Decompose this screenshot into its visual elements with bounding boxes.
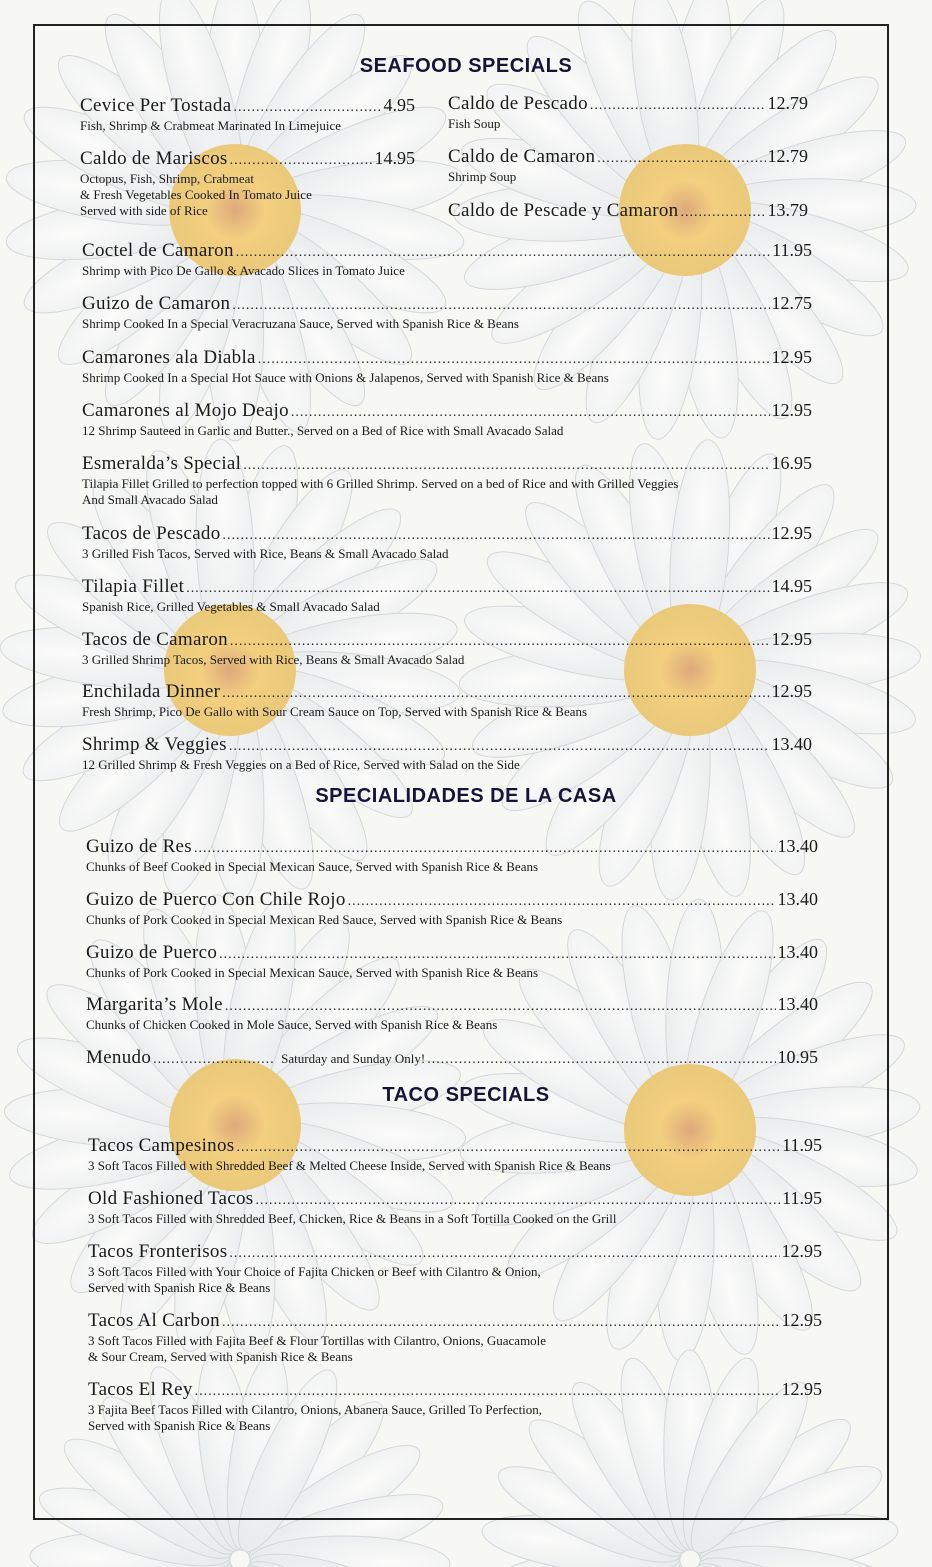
dot-leader — [236, 1140, 780, 1156]
dot-leader — [236, 245, 770, 261]
dot-leader — [225, 999, 776, 1015]
menu-item-description: Served with Spanish Rice & Beans — [88, 1280, 271, 1295]
menu-item-description: 12 Shrimp Sauteed in Garlic and Butter., Served on a Bed of Rice with Small Avacado Salad — [82, 423, 564, 438]
menu-item-description: 3 Grilled Fish Tacos, Served with Rice, Beans & Small Avacado Salad — [82, 546, 449, 561]
menu-item-description: Fish, Shrimp & Crabmeat Marinated In Limejuice — [80, 118, 342, 133]
menu-item — [88, 1135, 822, 1173]
menu-item — [88, 1379, 822, 1433]
section-heading: SEAFOOD SPECIALS — [359, 55, 573, 77]
menu-item-description: Spanish Rice, Grilled Vegetables & Small Avacado Salad — [82, 599, 380, 614]
menu-item-row — [88, 1135, 822, 1157]
menu-item-row — [88, 1379, 822, 1401]
menu-item-description: Shrimp with Pico De Gallo & Avacado Slices in Tomato Juice — [82, 263, 405, 278]
menu-item-name: Guizo de Puerco Con Chile Rojo — [86, 889, 346, 910]
menu-item-row — [86, 1047, 818, 1069]
menu-item-price: 12.79 — [767, 146, 808, 166]
menu-item-description: Served with side of Rice — [80, 203, 208, 218]
menu-item — [82, 576, 812, 614]
menu-item-name: Guizo de Camaron — [82, 293, 231, 314]
menu-item — [448, 146, 808, 184]
menu-item — [82, 681, 812, 719]
dot-leader — [232, 298, 769, 314]
menu-item — [86, 1047, 818, 1069]
menu-item-name: Menudo — [86, 1047, 152, 1068]
menu-item-description: & Fresh Vegetables Cooked In Tomato Juice — [80, 187, 312, 202]
menu-item-name: Tilapia Fillet — [82, 576, 185, 597]
menu-item-name: Tacos de Pescado — [82, 523, 221, 544]
dot-leader — [219, 947, 775, 963]
menu-item — [82, 523, 812, 561]
dot-leader — [230, 153, 373, 169]
menu-item-price: 14.95 — [771, 576, 812, 596]
menu-item — [82, 240, 812, 278]
menu-item-row — [88, 1241, 822, 1263]
menu-item-description: Shrimp Cooked In a Special Veracruzana Sauce, Served with Spanish Rice & Beans — [82, 316, 519, 331]
menu-item — [86, 889, 818, 927]
menu-item-description: Shrimp Soup — [448, 169, 517, 184]
menu-item-price: 12.95 — [781, 1379, 822, 1399]
menu-item — [82, 400, 812, 438]
menu-item-row — [82, 400, 812, 422]
menu-item-row — [82, 293, 812, 315]
dot-leader — [222, 686, 769, 702]
menu-item-name: Old Fashioned Tacos — [88, 1188, 254, 1209]
menu-item-name: Camarones ala Diabla — [82, 347, 256, 368]
dot-leader — [194, 841, 776, 857]
menu-item-row — [88, 1310, 822, 1332]
menu-item-name: Caldo de Mariscos — [80, 148, 228, 169]
menu-item-name: Enchilada Dinner — [82, 681, 221, 702]
menu-item-row — [448, 146, 808, 168]
section-heading: TACO SPECIALS — [382, 1084, 550, 1106]
menu-item-name: Caldo de Pescado — [448, 93, 588, 114]
menu-item — [86, 994, 818, 1032]
menu-item-price: 12.95 — [781, 1241, 822, 1261]
menu-item — [86, 836, 818, 874]
menu-item-price: 11.95 — [772, 240, 812, 260]
menu-item-description: Chunks of Chicken Cooked in Mole Sauce, Served with Spanish Rice & Beans — [86, 1017, 498, 1032]
menu-item-description: Tilapia Fillet Grilled to perfection topped with 6 Grilled Shrimp. Served on a bed of Rice and with Grilled Veggies — [82, 476, 679, 491]
menu-item-row — [82, 453, 812, 475]
menu-item-price: 12.95 — [771, 523, 812, 543]
menu-item-price: 13.40 — [777, 889, 818, 909]
menu-item-description: Shrimp Cooked In a Special Hot Sauce with Onions & Jalapenos, Served with Spanish Rice & Beans — [82, 370, 609, 385]
dot-leader — [229, 1246, 779, 1262]
menu-item-name: Caldo de Pescade y Camaron — [448, 200, 679, 221]
dot-leader — [597, 151, 765, 167]
menu-item-name: Caldo de Camaron — [448, 146, 596, 167]
menu-item — [448, 93, 808, 131]
dot-leader — [291, 405, 770, 421]
menu-item-price: 12.95 — [771, 629, 812, 649]
dot-leader — [186, 581, 769, 597]
menu-item-description: 3 Fajita Beef Tacos Filled with Cilantro, Onions, Abanera Sauce, Grilled To Perfection, — [88, 1402, 543, 1417]
menu-item-row — [86, 889, 818, 911]
menu-item-row — [448, 200, 808, 222]
menu-item — [82, 347, 812, 385]
menu-item-row — [86, 994, 818, 1016]
dot-leader — [348, 894, 776, 910]
menu-item — [82, 734, 812, 772]
menu-item-price: 13.40 — [777, 994, 818, 1014]
menu-item-row — [82, 240, 812, 262]
menu-item-name: Cevice Per Tostada — [80, 95, 232, 116]
menu-item-row — [82, 734, 812, 756]
menu-item-note: Saturday and Sunday Only! — [281, 1051, 426, 1066]
menu-item — [88, 1310, 822, 1364]
menu-item-price: 12.95 — [771, 347, 812, 367]
menu-item — [448, 200, 808, 222]
menu-item-description: Fish Soup — [448, 116, 501, 131]
menu-item-row — [82, 523, 812, 545]
menu-item-name: Tacos Fronterisos — [88, 1241, 228, 1262]
dot-leader — [258, 352, 770, 368]
menu-item-name: Tacos Campesinos — [88, 1135, 235, 1156]
menu-item-price: 13.40 — [777, 836, 818, 856]
menu-item — [80, 95, 415, 133]
dot-leader — [222, 1315, 780, 1331]
menu-item-row — [80, 148, 415, 170]
menu-item-price: 11.95 — [782, 1188, 822, 1208]
menu-item-row — [86, 942, 818, 964]
dot-leader — [230, 634, 770, 650]
menu-item-name: Guizo de Res — [86, 836, 192, 857]
menu-item-name: Tacos de Camaron — [82, 629, 228, 650]
menu-item-row — [82, 347, 812, 369]
menu-item-price: 12.95 — [771, 681, 812, 701]
menu-item-description: Chunks of Pork Cooked in Special Mexican Sauce, Served with Spanish Rice & Beans — [86, 965, 539, 980]
menu-item — [82, 453, 812, 507]
menu-item-description: Octopus, Fish, Shrimp, Crabmeat — [80, 171, 255, 186]
menu-item-row — [82, 681, 812, 703]
menu-item-name: Coctel de Camaron — [82, 240, 234, 261]
menu-item-name: Tacos Al Carbon — [88, 1310, 220, 1331]
menu-item — [88, 1188, 822, 1226]
menu-item-description: And Small Avacado Salad — [82, 492, 218, 507]
menu-item-price: 10.95 — [777, 1047, 818, 1067]
menu-item-description: 3 Soft Tacos Filled with Fajita Beef & Flour Tortillas with Cilantro, Onions, Guacamole — [88, 1333, 547, 1348]
menu-item-price: 16.95 — [771, 453, 812, 473]
menu-item-description: Served with Spanish Rice & Beans — [88, 1418, 271, 1433]
menu-item-name: Camarones al Mojo Deajo — [82, 400, 289, 421]
menu-item-name: Tacos El Rey — [88, 1379, 193, 1400]
menu-item-row — [82, 576, 812, 598]
dot-leader — [153, 1052, 273, 1068]
menu-item-price: 12.95 — [781, 1310, 822, 1330]
menu-item-description: 3 Soft Tacos Filled with Your Choice of Fajita Chicken or Beef with Cilantro & Onion, — [88, 1264, 541, 1279]
menu-item-price: 12.79 — [767, 93, 808, 113]
menu-item-name: Guizo de Puerco — [86, 942, 218, 963]
dot-leader — [256, 1193, 781, 1209]
menu-item-row — [448, 93, 808, 115]
menu-item-price: 13.40 — [771, 734, 812, 754]
dot-leader — [590, 98, 766, 114]
dot-leader — [233, 100, 381, 116]
menu-item — [80, 148, 415, 218]
menu-item — [82, 293, 812, 331]
menu-item-description: 12 Grilled Shrimp & Fresh Veggies on a Bed of Rice, Served with Salad on the Side — [82, 757, 520, 772]
dot-leader — [229, 739, 770, 755]
menu-item-price: 13.40 — [777, 942, 818, 962]
menu-item-description: 3 Soft Tacos Filled with Shredded Beef, Chicken, Rice & Beans in a Soft Tortilla Cooked on the Grill — [88, 1211, 617, 1226]
menu-item-price: 12.95 — [771, 400, 812, 420]
menu-item-name: Margarita’s Mole — [86, 994, 223, 1015]
menu-item-description: 3 Soft Tacos Filled with Shredded Beef & Melted Cheese Inside, Served with Spanish Rice & Beans — [88, 1158, 611, 1173]
menu-item-row — [88, 1188, 822, 1210]
menu-item-price: 14.95 — [374, 148, 415, 168]
menu-item-row — [86, 836, 818, 858]
menu-item-price: 11.95 — [782, 1135, 822, 1155]
menu-item-description: Fresh Shrimp, Pico De Gallo with Sour Cream Sauce on Top, Served with Spanish Rice & Beans — [82, 704, 588, 719]
section-heading: SPECIALIDADES DE LA CASA — [315, 785, 617, 807]
menu-item — [86, 942, 818, 980]
menu-item — [82, 629, 812, 667]
menu-item — [88, 1241, 822, 1295]
menu-item-price: 4.95 — [383, 95, 415, 115]
menu-item-row — [80, 95, 415, 117]
dot-leader — [223, 528, 770, 544]
menu-item-description: Chunks of Pork Cooked in Special Mexican Red Sauce, Served with Spanish Rice & Beans — [86, 912, 563, 927]
menu-item-description: & Sour Cream, Served with Spanish Rice & Beans — [88, 1349, 353, 1364]
dot-leader — [243, 458, 769, 474]
menu-item-name: Shrimp & Veggies — [82, 734, 227, 755]
menu-item-description: 3 Grilled Shrimp Tacos, Served with Rice, Beans & Small Avacado Salad — [82, 652, 465, 667]
menu-item-price: 12.75 — [771, 293, 812, 313]
menu-item-price: 13.79 — [767, 200, 808, 220]
menu-item-description: Chunks of Beef Cooked in Special Mexican Sauce, Served with Spanish Rice & Beans — [86, 859, 539, 874]
menu-item-name: Esmeralda’s Special — [82, 453, 242, 474]
dot-leader — [680, 205, 765, 221]
menu-item-row — [82, 629, 812, 651]
dot-leader — [195, 1384, 780, 1400]
dot-leader — [427, 1052, 775, 1068]
